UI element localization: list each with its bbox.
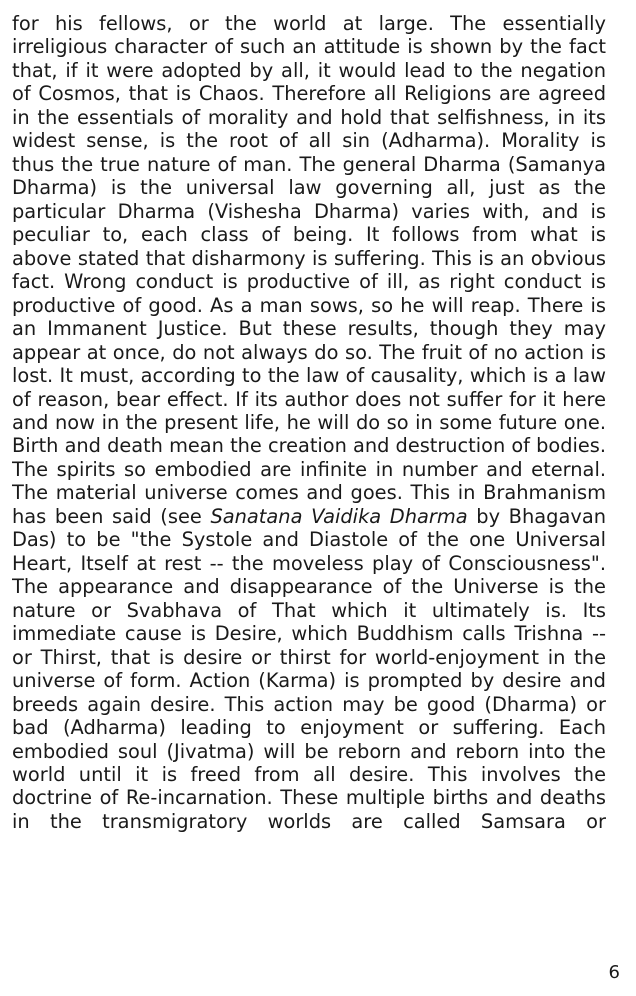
text-line: The appearance and disappearance of the Universe is the bbox=[12, 575, 606, 599]
text-line: breeds again desire. This action may be good (Dharma) or bbox=[12, 692, 606, 716]
text-line: nature or Svabhava of That which it ultimately is. Its bbox=[12, 598, 606, 622]
text-line: doctrine of Re-incarnation. These multiple births and deaths bbox=[12, 786, 606, 810]
text-line: Heart, Itself at rest -- the moveless play of Consciousness". bbox=[12, 551, 606, 575]
text-line: an Immanent Justice. But these results, though they may bbox=[12, 317, 606, 341]
text-line: fact. Wrong conduct is productive of ill, as right conduct is bbox=[12, 270, 606, 294]
text-line: Birth and death mean the creation and destruction of bodies. bbox=[12, 434, 606, 458]
text-line: thus the true nature of man. The general Dharma (Samanya bbox=[12, 152, 606, 176]
body-text bbox=[12, 12, 606, 833]
text-line-with-title bbox=[12, 505, 606, 528]
text-line: Dharma) is the universal law governing all, just as the bbox=[12, 176, 606, 200]
text-line: embodied soul (Jivatma) will be reborn and reborn into the bbox=[12, 739, 606, 763]
text-line: productive of good. As a man sows, so he will reap. There is bbox=[12, 293, 606, 317]
page-number: 6 bbox=[608, 962, 620, 983]
text-line: immediate cause is Desire, which Buddhism calls Trishna -- bbox=[12, 622, 606, 646]
text-line: for his fellows, or the world at large. The essentially bbox=[12, 12, 606, 35]
text-line: The spirits so embodied are infinite in number and eternal. bbox=[12, 457, 606, 481]
text-line: particular Dharma (Vishesha Dharma) varies with, and is bbox=[12, 199, 606, 223]
text-line: in the essentials of morality and hold that selfishness, in its bbox=[12, 105, 606, 129]
text-line: of reason, bear effect. If its author does not suffer for it here bbox=[12, 387, 606, 411]
text-line: The material universe comes and goes. This in Brahmanism bbox=[12, 481, 606, 505]
text-line: appear at once, do not always do so. The fruit of no action is bbox=[12, 340, 606, 364]
text-line: of Cosmos, that is Chaos. Therefore all Religions are agreed bbox=[12, 82, 606, 106]
text-line: widest sense, is the root of all sin (Adharma). Morality is bbox=[12, 129, 606, 153]
text-line: in the transmigratory worlds are called Samsara or bbox=[12, 809, 606, 833]
text-line: lost. It must, according to the law of causality, which is a law bbox=[12, 364, 606, 388]
text-line: and now in the present life, he will do so in some future one. bbox=[12, 410, 606, 434]
book-title: Sanatana Vaidika Dharma bbox=[210, 504, 468, 528]
text-line: irreligious character of such an attitude is shown by the fact bbox=[12, 35, 606, 59]
text-segment: has been said (see bbox=[12, 504, 211, 528]
text-line: Das) to be "the Systole and Diastole of the one Universal bbox=[12, 528, 606, 552]
text-line: or Thirst, that is desire or thirst for world-enjoyment in the bbox=[12, 645, 606, 669]
text-line: peculiar to, each class of being. It follows from what is bbox=[12, 223, 606, 247]
text-line: that, if it were adopted by all, it would lead to the negation bbox=[12, 58, 606, 82]
text-line: bad (Adharma) leading to enjoyment or suffering. Each bbox=[12, 716, 606, 740]
text-line: above stated that disharmony is suffering. This is an obvious bbox=[12, 246, 606, 270]
text-segment: by Bhagavan bbox=[467, 504, 606, 528]
text-line: world until it is freed from all desire. This involves the bbox=[12, 763, 606, 786]
text-line: universe of form. Action (Karma) is prompted by desire and bbox=[12, 669, 606, 693]
